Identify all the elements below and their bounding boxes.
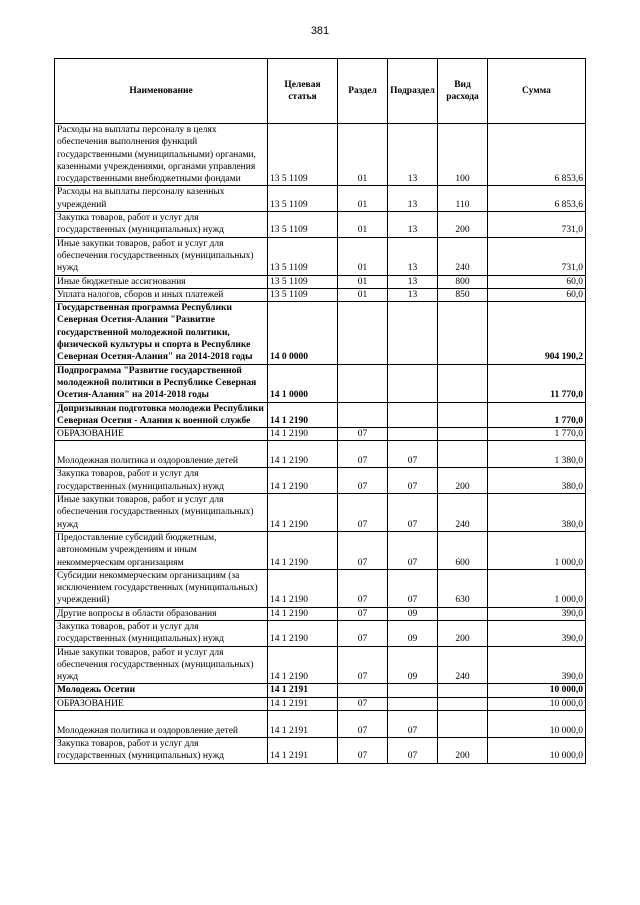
- row-expense-kind: 600: [438, 531, 488, 569]
- header-target: Целевая статья: [268, 59, 338, 124]
- row-expense-kind: 240: [438, 646, 488, 684]
- row-name: Иные бюджетные ассигнования: [55, 275, 268, 288]
- row-target-code: 13 5 1109: [268, 288, 338, 301]
- row-target-code: 14 1 2190: [268, 569, 338, 607]
- row-subsection: 09: [388, 607, 438, 620]
- row-target-code: 14 1 2190: [268, 607, 338, 620]
- row-target-code: 14 1 2190: [268, 468, 338, 494]
- table-row: [55, 620, 586, 646]
- row-target-code: 13 5 1109: [268, 186, 338, 212]
- row-target-code: 14 1 2191: [268, 697, 338, 710]
- row-section: 07: [338, 428, 388, 441]
- row-subsection: 07: [388, 468, 438, 494]
- row-section: 07: [338, 697, 388, 710]
- row-name: Иные закупки товаров, работ и услуг для обеспечения государственных (муниципальных) нужд: [55, 646, 268, 684]
- row-sum: 60,0: [488, 275, 586, 288]
- row-expense-kind: 200: [438, 620, 488, 646]
- row-sum: 904 190,2: [488, 302, 586, 364]
- row-sum: 10 000,0: [488, 684, 586, 697]
- table-row: [55, 531, 586, 569]
- table-row: [55, 441, 586, 468]
- row-sum: 380,0: [488, 468, 586, 494]
- row-target-code: 14 1 2191: [268, 684, 338, 697]
- table-row: [55, 186, 586, 212]
- row-subsection: 07: [388, 738, 438, 764]
- table-row: [55, 428, 586, 441]
- row-expense-kind: 240: [438, 494, 488, 532]
- row-section: 01: [338, 237, 388, 275]
- row-section: 07: [338, 531, 388, 569]
- row-section: 07: [338, 620, 388, 646]
- row-name: Допризывная подготовка молодежи Республики Северная Осетия - Алания к военной службе: [55, 402, 268, 428]
- row-name: Государственная программа Республики Северная Осетия-Алания "Развитие государственной молодежной политики, физической культуры и спорта в Республике Северная Осетия-Алания" на 2014-2018 годы: [55, 302, 268, 364]
- header-kind: Вид расхода: [438, 59, 488, 124]
- table-row: [55, 124, 586, 186]
- row-expense-kind: [438, 402, 488, 428]
- row-name: Молодежная политика и оздоровление детей: [55, 441, 268, 468]
- row-subsection: 13: [388, 186, 438, 212]
- row-expense-kind: [438, 607, 488, 620]
- row-target-code: 13 5 1109: [268, 124, 338, 186]
- row-expense-kind: 240: [438, 237, 488, 275]
- table-row: [55, 607, 586, 620]
- row-subsection: 07: [388, 494, 438, 532]
- row-subsection: [388, 302, 438, 364]
- row-name: Подпрограмма "Развитие государственной молодежной политики в Республике Северная Осетия-Алания" на 2014-2018 годы: [55, 364, 268, 402]
- row-sum: 1 000,0: [488, 531, 586, 569]
- row-section: 07: [338, 607, 388, 620]
- table-row: [55, 569, 586, 607]
- header-subsection: Подраздел: [388, 59, 438, 124]
- table-row: [55, 302, 586, 364]
- header-name: Наименование: [55, 59, 268, 124]
- row-expense-kind: [438, 697, 488, 710]
- row-target-code: 14 1 2191: [268, 738, 338, 764]
- row-name: Молодежная политика и оздоровление детей: [55, 711, 268, 738]
- table-body: [55, 124, 586, 764]
- row-sum: 1 770,0: [488, 428, 586, 441]
- table-row: [55, 212, 586, 238]
- row-target-code: 14 1 2191: [268, 711, 338, 738]
- row-sum: 380,0: [488, 494, 586, 532]
- row-subsection: 13: [388, 212, 438, 238]
- row-expense-kind: 110: [438, 186, 488, 212]
- row-subsection: [388, 364, 438, 402]
- budget-table: [54, 58, 586, 764]
- row-sum: 731,0: [488, 237, 586, 275]
- row-subsection: [388, 428, 438, 441]
- header-sum: Сумма: [488, 59, 586, 124]
- table-row: [55, 494, 586, 532]
- row-sum: 11 770,0: [488, 364, 586, 402]
- row-target-code: 14 1 2190: [268, 402, 338, 428]
- row-name: Молодежь Осетии: [55, 684, 268, 697]
- row-section: 07: [338, 569, 388, 607]
- table-row: [55, 288, 586, 301]
- row-sum: 10 000,0: [488, 697, 586, 710]
- table-row: [55, 711, 586, 738]
- row-section: 01: [338, 212, 388, 238]
- row-target-code: 14 1 2190: [268, 646, 338, 684]
- row-name: Расходы на выплаты персоналу казенных учреждений: [55, 186, 268, 212]
- row-expense-kind: [438, 302, 488, 364]
- row-target-code: 13 5 1109: [268, 237, 338, 275]
- row-subsection: 13: [388, 124, 438, 186]
- table-row: [55, 275, 586, 288]
- row-target-code: 14 1 2190: [268, 620, 338, 646]
- row-subsection: 13: [388, 237, 438, 275]
- row-section: 07: [338, 468, 388, 494]
- row-sum: 1 380,0: [488, 441, 586, 468]
- row-section: 01: [338, 186, 388, 212]
- table-row: [55, 237, 586, 275]
- row-section: 07: [338, 494, 388, 532]
- row-sum: 10 000,0: [488, 738, 586, 764]
- row-target-code: 13 5 1109: [268, 212, 338, 238]
- row-name: ОБРАЗОВАНИЕ: [55, 428, 268, 441]
- row-name: Закупка товаров, работ и услуг для государственных (муниципальных) нужд: [55, 738, 268, 764]
- row-expense-kind: [438, 428, 488, 441]
- row-expense-kind: 800: [438, 275, 488, 288]
- row-sum: 390,0: [488, 646, 586, 684]
- row-target-code: 14 1 2190: [268, 428, 338, 441]
- table-row: [55, 738, 586, 764]
- row-target-code: 14 0 0000: [268, 302, 338, 364]
- row-name: Иные закупки товаров, работ и услуг для обеспечения государственных (муниципальных) нужд: [55, 494, 268, 532]
- row-subsection: [388, 697, 438, 710]
- row-expense-kind: 850: [438, 288, 488, 301]
- row-subsection: [388, 402, 438, 428]
- row-section: 07: [338, 738, 388, 764]
- row-subsection: 13: [388, 275, 438, 288]
- row-sum: 1 000,0: [488, 569, 586, 607]
- row-sum: 6 853,6: [488, 186, 586, 212]
- row-sum: 1 770,0: [488, 402, 586, 428]
- row-expense-kind: [438, 684, 488, 697]
- row-section: 01: [338, 275, 388, 288]
- table-header: [55, 59, 586, 124]
- table-row: [55, 697, 586, 710]
- row-sum: 10 000,0: [488, 711, 586, 738]
- row-expense-kind: 200: [438, 468, 488, 494]
- row-target-code: 14 1 2190: [268, 531, 338, 569]
- row-section: [338, 364, 388, 402]
- row-expense-kind: [438, 711, 488, 738]
- row-name: Другие вопросы в области образования: [55, 607, 268, 620]
- row-section: [338, 302, 388, 364]
- row-section: 07: [338, 711, 388, 738]
- page-number: 381: [310, 25, 330, 37]
- table-row: [55, 468, 586, 494]
- row-subsection: 13: [388, 288, 438, 301]
- table-row: [55, 646, 586, 684]
- row-subsection: 09: [388, 620, 438, 646]
- row-section: 01: [338, 288, 388, 301]
- row-name: Иные закупки товаров, работ и услуг для обеспечения государственных (муниципальных) нужд: [55, 237, 268, 275]
- row-name: Предоставление субсидий бюджетным, автономным учреждениям и иным некоммерческим организациям: [55, 531, 268, 569]
- row-sum: 390,0: [488, 620, 586, 646]
- row-name: Расходы на выплаты персоналу в целях обеспечения выполнения функций государственными (муниципальными) органами, казенными учреждениями, органами управления государственными внебюджетными фондами: [55, 124, 268, 186]
- row-name: Закупка товаров, работ и услуг для государственных (муниципальных) нужд: [55, 212, 268, 238]
- row-expense-kind: 100: [438, 124, 488, 186]
- header-section: Раздел: [338, 59, 388, 124]
- row-expense-kind: [438, 364, 488, 402]
- table-row: [55, 364, 586, 402]
- row-name: Субсидии некоммерческим организациям (за исключением государственных (муниципальных) учреждений): [55, 569, 268, 607]
- row-target-code: 14 1 2190: [268, 441, 338, 468]
- row-subsection: 07: [388, 569, 438, 607]
- row-expense-kind: [438, 441, 488, 468]
- row-sum: 60,0: [488, 288, 586, 301]
- row-subsection: 09: [388, 646, 438, 684]
- row-target-code: 14 1 0000: [268, 364, 338, 402]
- table-row: [55, 684, 586, 697]
- row-subsection: [388, 684, 438, 697]
- row-sum: 390,0: [488, 607, 586, 620]
- row-name: Закупка товаров, работ и услуг для государственных (муниципальных) нужд: [55, 468, 268, 494]
- row-section: [338, 402, 388, 428]
- row-expense-kind: 200: [438, 738, 488, 764]
- row-name: ОБРАЗОВАНИЕ: [55, 697, 268, 710]
- row-target-code: 13 5 1109: [268, 275, 338, 288]
- row-subsection: 07: [388, 711, 438, 738]
- row-target-code: 14 1 2190: [268, 494, 338, 532]
- row-expense-kind: 630: [438, 569, 488, 607]
- table-row: [55, 402, 586, 428]
- row-sum: 731,0: [488, 212, 586, 238]
- row-section: 07: [338, 441, 388, 468]
- row-name: Закупка товаров, работ и услуг для государственных (муниципальных) нужд: [55, 620, 268, 646]
- row-subsection: 07: [388, 441, 438, 468]
- row-sum: 6 853,6: [488, 124, 586, 186]
- row-section: 01: [338, 124, 388, 186]
- row-name: Уплата налогов, сборов и иных платежей: [55, 288, 268, 301]
- row-section: [338, 684, 388, 697]
- row-expense-kind: 200: [438, 212, 488, 238]
- row-subsection: 07: [388, 531, 438, 569]
- row-section: 07: [338, 646, 388, 684]
